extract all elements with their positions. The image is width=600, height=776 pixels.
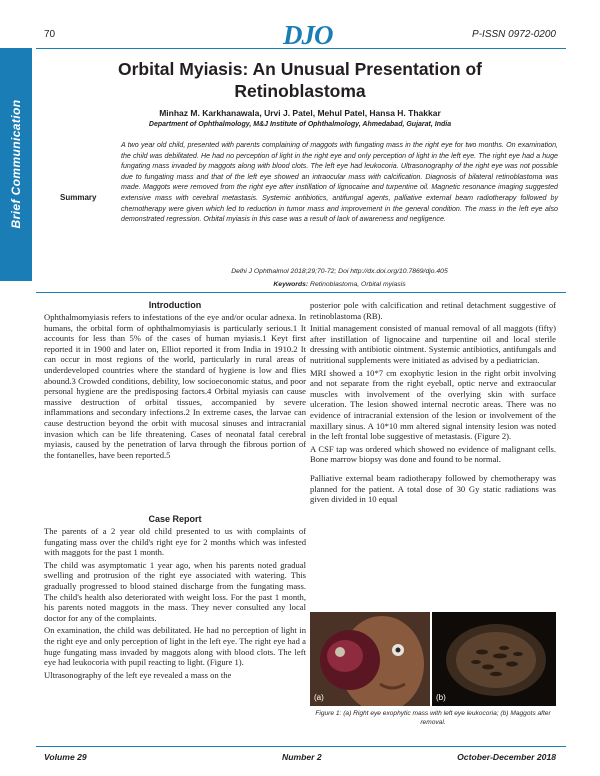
right-column: [310, 300, 556, 507]
body-paragraph: Initial management consisted of manual removal of all maggots (fifty) after instillation of lignocaine and turpentine oil and local sterile dressing with antibiotic ointment. Systemic antibiotics, antifungals and nutritional supplements were initiated as advised by a pediatrician.: [310, 323, 556, 365]
page-number: 70: [44, 29, 56, 40]
intro-heading: Introduction: [148, 300, 202, 310]
journal-logo-text: DJO: [283, 20, 333, 50]
footer-rule: [36, 746, 566, 747]
footer-volume: Volume 29: [44, 752, 87, 762]
footer-number: Number 2: [282, 752, 322, 762]
keywords-label: Keywords:: [273, 281, 309, 288]
intro-paragraph: Ophthalmomyiasis refers to infestations of the eye and/or ocular adnexa. In humans, the orbital form of ophthalmomyiasis is particularly serious.1 It accounts for less than 5% of the cases of human myiasis.1 Keyt first reported it in 1900 and later on, Elliot reported it from India in 1910.2 It can occur in most regions of the world, particularly in rural areas of underdeveloped countries where the standard of hygiene is low and flies abound.3 Crowded conditions, debility, low socioeconomic status, and poor personal hygiene are the predisposing factors.4 Orbital myiasis can cause massive destruction of orbital tissues, accompanied by severe inflammations and secondary infections.2 In extreme cases, the larvae can cause destruction beyond the orbit with mucosal sinuses and intracranial invasion which can be life threatening. Cases of neonatal fatal cerebral myiasis, caused by the penetration of larva through the fibrous portion of the fontanelles, have been reported.5: [44, 312, 306, 460]
body-paragraph: posterior pole with calcification and retinal detachment suggestive of retinoblastoma (RB).: [310, 300, 556, 321]
issn: P-ISSN 0972-0200: [472, 29, 556, 40]
summary-label: Summary: [60, 193, 97, 202]
section-sidebar: [0, 48, 32, 281]
body-paragraph: A CSF tap was ordered which showed no evidence of malignant cells. Bone marrow biopsy was done and found to be normal.: [310, 443, 556, 465]
case-section: [44, 514, 306, 682]
summary-text: A two year old child, presented with parents complaining of maggots with fungating mass in the right eye for two months. On examination, the child was debilitated. He had no perception of light in the right eye and only perception of light in the left eye. The right eye had a huge fungating mass invaded by maggots along with blood clots. The left eye had leukocoria. Ultrasonography of the right eye was not possible due to fungating mass and that of the left eye showed an intraocular mass with calcification. Diagnosis of bilateral retinoblastoma was made. Maggots were removed from the right eye after instillation of lignocaine and turpentine oil. Magnetic resonance imaging suggested extensive mass with cerebral metastasis. Systemic antibiotics, antifungal agents, palliative external beam radiotherapy followed by chemotherapy were given which led to reduction in tumor mass and improvement in the general condition. The mass in the left eye also demonstrated regression. Orbital myiasis in this case was a result of lack of awareness and negligence.: [121, 141, 558, 224]
figure-1a-photo: [310, 612, 430, 706]
case-paragraph: On examination, the child was debilitated. He had no perception of light in the right eye and only perception of light in the left eye. The right eye had a huge fungating mass invaded by maggots along with blood clots. The left eye had leukocoria with pupil reacting to light. (Figure 1).: [44, 625, 306, 668]
figure-1b-photo: [432, 612, 556, 706]
figure-caption: Figure 1: (a) Right eye exophytic mass with left eye leukocoria; (b) Maggots after removal.: [315, 710, 551, 726]
case-paragraph: The parents of a 2 year old child presented to us with complaints of fungating mass over the child's right eye for 2 months which was infested with maggots for the past 1 month.: [44, 526, 306, 558]
case-heading: Case Report: [148, 514, 202, 524]
keywords-text: Retinoblastoma, Orbital myiasis: [310, 281, 406, 288]
keywords: [121, 281, 558, 288]
figure-1b-label: (b): [436, 693, 446, 702]
authors: Minhaz M. Karkhanawala, Urvi J. Patel, Mehul Patel, Hansa H. Thakkar: [159, 108, 441, 118]
case-paragraph: Ultrasonography of the left eye revealed a mass on the: [44, 669, 232, 680]
figure-1a-label: (a): [314, 693, 324, 702]
article-title: Orbital Myiasis: An Unusual Presentation of Retinoblastoma: [118, 59, 482, 101]
citation: Delhi J Ophthalmol 2018;29;70-72; Doi http://dx.doi.org/10.7869/djo.405: [231, 268, 448, 275]
summary-rule: [36, 292, 566, 293]
header-rule: [36, 48, 566, 49]
footer-date: October-December 2018: [457, 752, 556, 762]
body-paragraph: Palliative external beam radiotherapy followed by chemotherapy was planned for the patient. A total dose of 30 Gy static radiations was given divided in 10 equal: [310, 472, 556, 505]
intro-section: [44, 300, 306, 462]
body-paragraph: MRI showed a 10*7 cm exophytic lesion in the right orbit involving and not separate from the right eyeball, optic nerve and extraocular muscles with involvement of the overlying skin with surface ulceration. The lesion showed internal necrotic areas. There was no evidence of intracranial extension of the lesion or involvement of the maxillary sinus. A 10*10 mm altered signal intensity lesion was noted in the left frontal lobe suggestive of metastasis. (Figure 2).: [310, 367, 556, 442]
case-paragraph: The child was asymptomatic 1 year ago, when his parents noted gradual swelling and protrusion of the right eye associated with watering. This gradually progressed to blood stained discharge from the fungating mass. The child's health also deteriorated with weight loss. For the past 1 month, his parents noted maggots in the mass. They never consulted any local doctor for any of the complaints.: [44, 559, 306, 623]
journal-logo: [283, 20, 333, 51]
affiliation: Department of Ophthalmology, M&J Institute of Ophthalmology, Ahmedabad, Gujarat, India: [148, 121, 452, 128]
section-label: Brief Communication: [9, 99, 23, 229]
figure-1: [310, 612, 556, 706]
